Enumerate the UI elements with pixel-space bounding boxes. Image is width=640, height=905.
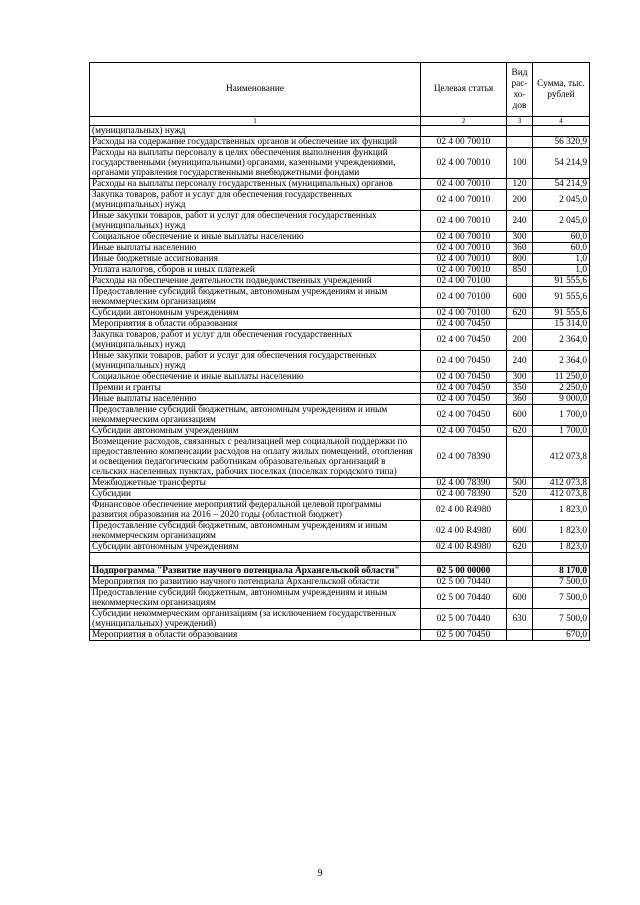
row-name: Возмещение расходов, связанных с реализацией мер социальной поддержки по предоставлению компенсации расходов на оплату жилых помещений, отопления и освещения педагогическим работникам образовательных организаций в сельских населенных пунктах, рабочих поселках (поселках городского типа): [90, 437, 421, 478]
row-vid: 200: [507, 190, 533, 211]
row-sum: 2 364,0: [533, 330, 590, 351]
row-sum: 412 073,8: [533, 478, 590, 489]
header-num-code: 2: [421, 117, 507, 126]
header-sum: Сумма, тыс. рублей: [533, 63, 590, 117]
row-sum: 2 045,0: [533, 211, 590, 232]
table-row: [90, 394, 590, 405]
row-vid: 200: [507, 330, 533, 351]
header-num-vid: 3: [507, 117, 533, 126]
row-vid: [507, 500, 533, 521]
row-code: 02 4 00 70450: [421, 426, 507, 437]
row-name: Иные закупки товаров, работ и услуг для обеспечения государственных (муниципальных) нужд: [90, 351, 421, 372]
row-sum: 54 214,9: [533, 179, 590, 190]
row-name: Закупка товаров, работ и услуг для обеспечения государственных (муниципальных) нужд: [90, 190, 421, 211]
row-vid: [507, 276, 533, 287]
row-name: Расходы на выплаты персоналу в целях обеспечения выполнения функций государственными (муниципальными) органами, казенными учреждениями, органами управления государственными внебюджетными фондами: [90, 148, 421, 179]
row-sum: 1 700,0: [533, 426, 590, 437]
row-name: Предоставление субсидий бюджетным, автономным учреждениям и иным некоммерческим организациям: [90, 287, 421, 308]
table-row: [90, 190, 590, 211]
row-vid: [507, 577, 533, 588]
table-row: [90, 254, 590, 265]
row-sum: 56 320,9: [533, 137, 590, 148]
row-name: Субсидии: [90, 489, 421, 500]
row-code: 02 4 00 70010: [421, 148, 507, 179]
table-row: [90, 137, 590, 148]
table-row: [90, 437, 590, 478]
row-code: [421, 126, 507, 137]
row-code: 02 4 00 70450: [421, 319, 507, 330]
table-row: [90, 426, 590, 437]
row-name: Субсидии автономным учреждениям: [90, 542, 421, 553]
row-name: Субсидии автономным учреждениям: [90, 308, 421, 319]
row-name: Закупка товаров, работ и услуг для обеспечения государственных (муниципальных) нужд: [90, 330, 421, 351]
row-code: 02 4 00 70010: [421, 243, 507, 254]
row-code: 02 4 00 70450: [421, 330, 507, 351]
row-vid: 600: [507, 405, 533, 426]
row-name: Предоставление субсидий бюджетным, автономным учреждениям и иным некоммерческим организациям: [90, 405, 421, 426]
row-vid: [507, 630, 533, 641]
row-sum: 1,0: [533, 254, 590, 265]
table-row: [90, 553, 590, 566]
row-vid: 120: [507, 179, 533, 190]
table-body: [90, 126, 590, 641]
row-name: Предоставление субсидий бюджетным, автономным учреждениям и иным некоммерческим организациям: [90, 588, 421, 609]
row-code: 02 4 00 R4980: [421, 500, 507, 521]
row-code: 02 4 00 70100: [421, 308, 507, 319]
row-vid: [507, 137, 533, 148]
row-sum: 9 000,0: [533, 394, 590, 405]
header-code: Целевая статья: [421, 63, 507, 117]
table-row: [90, 542, 590, 553]
row-vid: 300: [507, 232, 533, 243]
table-row: [90, 500, 590, 521]
table-row: [90, 179, 590, 190]
row-name: Иные выплаты населению: [90, 394, 421, 405]
row-vid: 620: [507, 426, 533, 437]
row-name: Мероприятия в области образования: [90, 630, 421, 641]
row-vid: 600: [507, 521, 533, 542]
row-vid: 600: [507, 588, 533, 609]
header-num-name: 1: [90, 117, 421, 126]
row-vid: [507, 126, 533, 137]
row-vid: 620: [507, 542, 533, 553]
row-vid: 800: [507, 254, 533, 265]
table-row: [90, 489, 590, 500]
row-code: 02 4 00 70100: [421, 287, 507, 308]
table-row: [90, 566, 590, 577]
row-sum: 1 823,0: [533, 521, 590, 542]
row-vid: [507, 437, 533, 478]
row-sum: 11 250,0: [533, 372, 590, 383]
row-vid: 630: [507, 609, 533, 630]
table-row: [90, 383, 590, 394]
row-name: (муниципальных) нужд: [90, 126, 421, 137]
row-vid: 100: [507, 148, 533, 179]
row-code: 02 4 00 70450: [421, 383, 507, 394]
row-sum: 412 073,8: [533, 489, 590, 500]
row-code: 02 5 00 70440: [421, 577, 507, 588]
row-vid: 520: [507, 489, 533, 500]
row-sum: [533, 126, 590, 137]
row-sum: 412 073,8: [533, 437, 590, 478]
row-name: Расходы на содержание государственных органов и обеспечение их функций: [90, 137, 421, 148]
row-code: 02 4 00 70450: [421, 405, 507, 426]
row-vid: [507, 566, 533, 577]
row-sum: 91 555,6: [533, 308, 590, 319]
row-sum: 60,0: [533, 232, 590, 243]
table-row: [90, 232, 590, 243]
row-code: [421, 553, 507, 566]
row-sum: 2 364,0: [533, 351, 590, 372]
row-vid: 620: [507, 308, 533, 319]
row-vid: 360: [507, 243, 533, 254]
row-vid: 300: [507, 372, 533, 383]
table-row: [90, 308, 590, 319]
table-row: [90, 330, 590, 351]
row-code: 02 4 00 70010: [421, 211, 507, 232]
row-name: Социальное обеспечение и иные выплаты населению: [90, 232, 421, 243]
row-code: 02 4 00 70450: [421, 394, 507, 405]
table-row: [90, 148, 590, 179]
table-row: [90, 243, 590, 254]
row-code: 02 4 00 78390: [421, 478, 507, 489]
table-row: [90, 405, 590, 426]
row-sum: 91 555,6: [533, 287, 590, 308]
row-sum: 670,0: [533, 630, 590, 641]
row-name: Межбюджетные трансферты: [90, 478, 421, 489]
row-sum: 1 700,0: [533, 405, 590, 426]
row-code: 02 4 00 70010: [421, 190, 507, 211]
row-name: Мероприятия по развитию научного потенциала Архангельской области: [90, 577, 421, 588]
table-row: [90, 276, 590, 287]
table-header: [90, 63, 590, 126]
row-name: Субсидии автономным учреждениям: [90, 426, 421, 437]
row-name: Подпрограмма "Развитие научного потенциала Архангельской области": [90, 566, 421, 577]
row-sum: [533, 553, 590, 566]
row-code: 02 5 00 70450: [421, 630, 507, 641]
row-code: 02 5 00 70440: [421, 609, 507, 630]
row-name: Финансовое обеспечение мероприятий федеральной целевой программы развития образования на 2016 – 2020 годы (областной бюджет): [90, 500, 421, 521]
table-row: [90, 287, 590, 308]
header-num-sum: 4: [533, 117, 590, 126]
row-sum: 8 170,0: [533, 566, 590, 577]
table-row: [90, 588, 590, 609]
table-row: [90, 609, 590, 630]
page-number: 9: [317, 868, 323, 879]
row-code: 02 4 00 R4980: [421, 542, 507, 553]
table-row: [90, 630, 590, 641]
row-name: Иные закупки товаров, работ и услуг для обеспечения государственных (муниципальных) нужд: [90, 211, 421, 232]
row-code: 02 4 00 78390: [421, 437, 507, 478]
row-name: Предоставление субсидий бюджетным, автономным учреждениям и иным некоммерческим организациям: [90, 521, 421, 542]
row-vid: 240: [507, 211, 533, 232]
header-number-row: [90, 117, 590, 126]
header-name: Наименование: [90, 63, 421, 117]
row-code: 02 4 00 70010: [421, 265, 507, 276]
row-code: 02 4 00 70100: [421, 276, 507, 287]
row-name: Иные бюджетные ассигнования: [90, 254, 421, 265]
table-row: [90, 211, 590, 232]
row-sum: 7 500,0: [533, 588, 590, 609]
table-row: [90, 372, 590, 383]
row-code: 02 4 00 78390: [421, 489, 507, 500]
row-code: 02 4 00 70010: [421, 137, 507, 148]
row-code: 02 4 00 70010: [421, 179, 507, 190]
row-sum: 1 823,0: [533, 500, 590, 521]
row-name: Иные выплаты населению: [90, 243, 421, 254]
row-vid: 240: [507, 351, 533, 372]
row-vid: 600: [507, 287, 533, 308]
row-vid: 850: [507, 265, 533, 276]
row-code: 02 4 00 70450: [421, 351, 507, 372]
row-name: Премии и гранты: [90, 383, 421, 394]
header-row: [90, 63, 590, 117]
row-code: 02 5 00 70440: [421, 588, 507, 609]
row-sum: 1 823,0: [533, 542, 590, 553]
table-row: [90, 351, 590, 372]
row-vid: 350: [507, 383, 533, 394]
table-row: [90, 126, 590, 137]
row-sum: 7 500,0: [533, 577, 590, 588]
row-sum: 54 214,9: [533, 148, 590, 179]
row-vid: [507, 319, 533, 330]
row-vid: [507, 553, 533, 566]
row-name: Субсидии некоммерческим организациям (за исключением государственных (муниципальных) учреждений): [90, 609, 421, 630]
row-sum: 2 045,0: [533, 190, 590, 211]
header-vid: Вид рас-хо-дов: [507, 63, 533, 117]
row-name: [90, 553, 421, 566]
row-sum: 91 555,6: [533, 276, 590, 287]
row-name: Социальное обеспечение и иные выплаты населению: [90, 372, 421, 383]
table-row: [90, 577, 590, 588]
row-sum: 15 314,0: [533, 319, 590, 330]
row-code: 02 4 00 70450: [421, 372, 507, 383]
row-sum: 60,0: [533, 243, 590, 254]
row-name: Уплата налогов, сборов и иных платежей: [90, 265, 421, 276]
table-row: [90, 265, 590, 276]
row-sum: 7 500,0: [533, 609, 590, 630]
row-vid: 360: [507, 394, 533, 405]
row-vid: 500: [507, 478, 533, 489]
budget-table: [89, 62, 590, 641]
row-sum: 2 250,0: [533, 383, 590, 394]
row-code: 02 4 00 70010: [421, 232, 507, 243]
table-row: [90, 478, 590, 489]
table-row: [90, 319, 590, 330]
row-name: Мероприятия в области образования: [90, 319, 421, 330]
row-sum: 1,0: [533, 265, 590, 276]
row-code: 02 4 00 R4980: [421, 521, 507, 542]
row-code: 02 4 00 70010: [421, 254, 507, 265]
table-row: [90, 521, 590, 542]
row-code: 02 5 00 00000: [421, 566, 507, 577]
row-name: Расходы на обеспечение деятельности подведомственных учреждений: [90, 276, 421, 287]
row-name: Расходы на выплаты персоналу государственных (муниципальных) органов: [90, 179, 421, 190]
